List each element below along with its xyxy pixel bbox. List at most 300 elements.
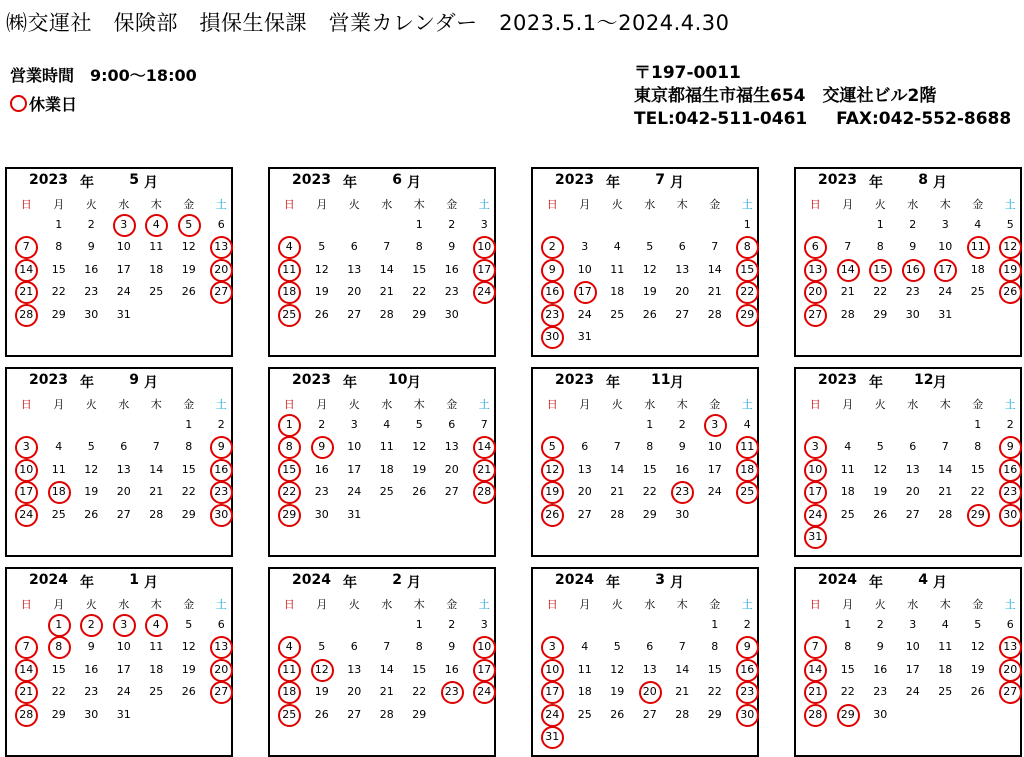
calendar-day: 6 <box>120 440 128 454</box>
calendar-day: 2 <box>217 418 225 431</box>
holiday-day: 23 <box>666 481 699 503</box>
weekday-label: 月 <box>842 598 854 611</box>
calendar-day: 31 <box>577 330 592 343</box>
month-calendar <box>268 167 496 357</box>
holiday-day: 28 <box>10 304 43 326</box>
weekday-label: 火 <box>611 398 623 411</box>
month-suffix: 月 <box>670 175 684 191</box>
month-suffix: 月 <box>407 575 421 591</box>
calendar-day: 11 <box>51 462 66 476</box>
calendar-day: 17 <box>116 262 131 276</box>
calendar-day: 8 <box>974 440 982 454</box>
calendar-day: 1 <box>974 418 982 431</box>
month-calendar <box>531 167 759 357</box>
holiday-day: 14 <box>832 259 865 281</box>
holiday-day: 11 <box>731 436 764 458</box>
calendar-day: 15 <box>707 662 722 676</box>
weekday-label: 土 <box>215 398 227 411</box>
street-address: 東京都福生市福生654 交運社ビル2階 <box>634 86 937 106</box>
calendar-day: 25 <box>149 685 164 699</box>
calendar-day: 27 <box>675 307 690 321</box>
month-number: 8 <box>918 172 928 188</box>
calendar-day: 25 <box>577 707 592 721</box>
calendar-day: 14 <box>938 462 953 476</box>
calendar-day: 16 <box>444 262 459 276</box>
calendar-day: 30 <box>314 507 329 521</box>
calendar-day: 27 <box>642 707 657 721</box>
calendar-day: 5 <box>974 618 982 631</box>
weekday-label: 金 <box>446 198 458 211</box>
calendar-day: 13 <box>444 440 459 454</box>
calendar-day: 11 <box>149 640 164 654</box>
calendar-day: 9 <box>909 240 917 254</box>
calendar-day: 4 <box>941 618 949 631</box>
holiday-day: 27 <box>205 281 238 303</box>
calendar-day: 23 <box>84 685 99 699</box>
holiday-day: 9 <box>205 436 238 458</box>
weekday-label: 金 <box>972 198 984 211</box>
holiday-day: 12 <box>306 659 339 681</box>
calendar-day: 11 <box>379 440 394 454</box>
calendar-day: 28 <box>379 307 394 321</box>
calendar-day: 22 <box>873 285 888 299</box>
month-calendar <box>531 367 759 557</box>
calendar-day: 18 <box>840 485 855 499</box>
month-calendar <box>794 567 1022 757</box>
calendar-day: 4 <box>383 418 391 431</box>
weekday-label: 水 <box>381 198 393 211</box>
weekday-label: 土 <box>478 598 490 611</box>
weekday-label: 木 <box>150 598 162 611</box>
calendar-day: 20 <box>116 485 131 499</box>
holiday-day: 23 <box>205 481 238 503</box>
calendar-day: 24 <box>116 285 131 299</box>
calendar-day: 21 <box>379 685 394 699</box>
holiday-day: 16 <box>994 459 1024 481</box>
calendar-day: 5 <box>87 440 95 454</box>
calendar-day: 1 <box>415 618 423 631</box>
weekday-label: 金 <box>709 598 721 611</box>
calendar-day: 3 <box>581 240 589 254</box>
calendar-day: 22 <box>51 685 66 699</box>
month-calendar <box>794 167 1022 357</box>
year-number: 2023 <box>292 372 331 388</box>
weekday-label: 火 <box>874 598 886 611</box>
calendar-day: 3 <box>480 618 488 631</box>
calendar-day: 15 <box>181 462 196 476</box>
calendar-day: 5 <box>613 640 621 654</box>
holiday-day: 10 <box>799 459 832 481</box>
calendar-day: 24 <box>116 685 131 699</box>
calendar-day: 30 <box>84 707 99 721</box>
year-suffix: 年 <box>869 175 883 191</box>
calendar-day: 22 <box>707 685 722 699</box>
calendar-day: 28 <box>675 707 690 721</box>
holiday-day: 17 <box>929 259 962 281</box>
calendar-day: 13 <box>905 462 920 476</box>
weekday-label: 水 <box>644 398 656 411</box>
year-suffix: 年 <box>343 575 357 591</box>
calendar-day: 5 <box>646 240 654 254</box>
calendar-day: 8 <box>55 240 63 254</box>
year-number: 2024 <box>29 572 68 588</box>
calendar-day: 26 <box>84 507 99 521</box>
weekday-label: 土 <box>1004 398 1016 411</box>
calendar-day: 15 <box>51 662 66 676</box>
calendar-day: 24 <box>707 485 722 499</box>
weekday-label: 火 <box>348 198 360 211</box>
year-number: 2024 <box>292 572 331 588</box>
holiday-day: 15 <box>273 459 306 481</box>
month-suffix: 月 <box>670 375 684 391</box>
calendar-day: 1 <box>55 218 63 231</box>
weekday-label: 木 <box>413 398 425 411</box>
holiday-day: 28 <box>10 704 43 726</box>
calendar-day: 18 <box>149 662 164 676</box>
calendar-day: 5 <box>318 640 326 654</box>
holiday-day: 6 <box>799 236 832 258</box>
holiday-day: 17 <box>799 481 832 503</box>
calendar-day: 16 <box>84 662 99 676</box>
calendar-day: 21 <box>149 485 164 499</box>
calendar-day: 7 <box>152 440 160 454</box>
holiday-day: 27 <box>994 681 1024 703</box>
calendar-day: 22 <box>970 485 985 499</box>
calendar-day: 31 <box>938 307 953 321</box>
weekday-label: 火 <box>348 398 360 411</box>
calendar-day: 6 <box>646 640 654 654</box>
holiday-day: 18 <box>273 281 306 303</box>
calendar-day: 22 <box>412 685 427 699</box>
calendar-day: 30 <box>84 307 99 321</box>
calendar-day: 19 <box>412 462 427 476</box>
weekday-label: 木 <box>676 598 688 611</box>
calendar-day: 7 <box>613 440 621 454</box>
holiday-day: 14 <box>10 659 43 681</box>
calendar-day: 9 <box>87 640 95 654</box>
holiday-day: 30 <box>731 704 764 726</box>
holiday-day: 22 <box>273 481 306 503</box>
month-calendar <box>5 167 233 357</box>
weekday-label: 木 <box>413 598 425 611</box>
calendar-day: 13 <box>116 462 131 476</box>
calendar-day: 19 <box>181 662 196 676</box>
calendar-day: 17 <box>347 462 362 476</box>
year-number: 2023 <box>555 172 594 188</box>
calendar-day: 29 <box>51 307 66 321</box>
month-number: 1 <box>129 572 139 588</box>
holiday-day: 3 <box>10 436 43 458</box>
year-number: 2023 <box>29 172 68 188</box>
weekday-label: 日 <box>546 198 558 211</box>
holiday-day: 3 <box>699 414 732 436</box>
year-suffix: 年 <box>80 175 94 191</box>
calendar-day: 17 <box>116 662 131 676</box>
month-number: 9 <box>129 372 139 388</box>
weekday-label: 土 <box>1004 598 1016 611</box>
holiday-day: 17 <box>536 681 569 703</box>
year-suffix: 年 <box>869 575 883 591</box>
weekday-label: 月 <box>316 598 328 611</box>
holiday-legend-label: 休業日 <box>29 95 78 114</box>
calendar-day: 2 <box>743 618 751 631</box>
calendar-day: 18 <box>379 462 394 476</box>
weekday-label: 水 <box>118 598 130 611</box>
calendar-day: 13 <box>347 262 362 276</box>
calendar-day: 17 <box>905 662 920 676</box>
page-title: ㈱交運社 保険部 損保生保課 営業カレンダー 2023.5.1～2024.4.30 <box>6 11 730 35</box>
holiday-day: 30 <box>205 504 238 526</box>
weekday-label: 木 <box>939 198 951 211</box>
calendar-day: 8 <box>876 240 884 254</box>
weekday-label: 日 <box>809 598 821 611</box>
calendar-day: 4 <box>974 218 982 231</box>
calendar-day: 6 <box>448 418 456 431</box>
calendar-day: 28 <box>379 707 394 721</box>
holiday-day: 24 <box>468 281 501 303</box>
holiday-day: 7 <box>10 636 43 658</box>
year-number: 2023 <box>818 372 857 388</box>
weekday-label: 水 <box>907 598 919 611</box>
holiday-day: 5 <box>536 436 569 458</box>
weekday-label: 水 <box>118 398 130 411</box>
weekday-label: 日 <box>546 598 558 611</box>
calendar-day: 27 <box>116 507 131 521</box>
holiday-day: 30 <box>536 326 569 348</box>
calendar-day: 28 <box>149 507 164 521</box>
month-suffix: 月 <box>407 375 421 391</box>
month-number: 11 <box>651 372 671 388</box>
calendar-day: 15 <box>412 262 427 276</box>
month-suffix: 月 <box>144 575 158 591</box>
calendar-day: 1 <box>711 618 719 631</box>
calendar-day: 2 <box>448 218 456 231</box>
calendar-day: 3 <box>480 218 488 231</box>
calendar-day: 26 <box>181 285 196 299</box>
calendar-day: 29 <box>873 307 888 321</box>
holiday-day: 9 <box>536 259 569 281</box>
calendar-day: 1 <box>415 218 423 231</box>
calendar-day: 19 <box>181 262 196 276</box>
calendar-day: 31 <box>347 507 362 521</box>
year-suffix: 年 <box>606 175 620 191</box>
calendar-day: 4 <box>743 418 751 431</box>
calendar-day: 6 <box>350 240 358 254</box>
calendar-day: 2 <box>678 418 686 431</box>
calendar-day: 13 <box>577 462 592 476</box>
calendar-day: 10 <box>347 440 362 454</box>
weekday-label: 火 <box>85 598 97 611</box>
calendar-day: 18 <box>149 262 164 276</box>
calendar-day: 12 <box>314 262 329 276</box>
holiday-day: 21 <box>799 681 832 703</box>
holiday-day: 8 <box>43 636 76 658</box>
month-number: 7 <box>655 172 665 188</box>
calendar-day: 10 <box>116 240 131 254</box>
calendar-day: 8 <box>415 640 423 654</box>
month-suffix: 月 <box>407 175 421 191</box>
holiday-day: 20 <box>634 681 667 703</box>
year-suffix: 年 <box>343 175 357 191</box>
month-suffix: 月 <box>933 375 947 391</box>
month-suffix: 月 <box>144 375 158 391</box>
weekday-label: 月 <box>316 198 328 211</box>
holiday-day: 23 <box>731 681 764 703</box>
holiday-day: 16 <box>897 259 930 281</box>
calendar-day: 9 <box>87 240 95 254</box>
month-calendar <box>268 367 496 557</box>
calendar-day: 8 <box>646 440 654 454</box>
phone-fax: TEL:042-511-0461 FAX:042-552-8688 <box>634 109 1012 129</box>
weekday-label: 火 <box>85 398 97 411</box>
calendar-day: 5 <box>1006 218 1014 231</box>
calendar-day: 18 <box>577 685 592 699</box>
holiday-day: 15 <box>731 259 764 281</box>
holiday-day: 25 <box>273 304 306 326</box>
calendar-day: 28 <box>938 507 953 521</box>
calendar-day: 12 <box>642 262 657 276</box>
calendar-day: 5 <box>876 440 884 454</box>
holiday-day: 16 <box>731 659 764 681</box>
weekday-label: 水 <box>381 398 393 411</box>
holiday-day: 20 <box>799 281 832 303</box>
calendar-day: 20 <box>444 462 459 476</box>
calendar-day: 3 <box>350 418 358 431</box>
postal-code: 〒197-0011 <box>634 63 741 83</box>
year-suffix: 年 <box>869 375 883 391</box>
holiday-day: 30 <box>994 504 1024 526</box>
holiday-day: 17 <box>10 481 43 503</box>
calendar-day: 2 <box>876 618 884 631</box>
weekday-label: 日 <box>809 198 821 211</box>
weekday-label: 土 <box>478 398 490 411</box>
calendar-day: 21 <box>938 485 953 499</box>
calendar-day: 15 <box>642 462 657 476</box>
holiday-day: 4 <box>140 614 173 636</box>
weekday-label: 月 <box>842 398 854 411</box>
calendar-day: 12 <box>873 462 888 476</box>
holiday-day: 25 <box>273 704 306 726</box>
year-suffix: 年 <box>80 375 94 391</box>
holiday-day: 29 <box>962 504 995 526</box>
calendar-day: 9 <box>448 640 456 654</box>
calendar-day: 15 <box>840 662 855 676</box>
weekday-label: 金 <box>446 398 458 411</box>
weekday-label: 月 <box>53 198 65 211</box>
holiday-day: 11 <box>273 659 306 681</box>
calendar-day: 3 <box>941 218 949 231</box>
calendar-day: 26 <box>314 307 329 321</box>
calendar-day: 7 <box>678 640 686 654</box>
red-circle-icon <box>10 95 27 112</box>
weekday-label: 火 <box>348 598 360 611</box>
holiday-day: 18 <box>273 681 306 703</box>
calendar-day: 18 <box>610 285 625 299</box>
calendar-day: 27 <box>905 507 920 521</box>
holiday-day: 29 <box>273 504 306 526</box>
calendar-day: 4 <box>581 640 589 654</box>
calendar-day: 20 <box>577 485 592 499</box>
holiday-day: 17 <box>468 659 501 681</box>
holiday-day: 23 <box>436 681 469 703</box>
weekday-label: 木 <box>150 198 162 211</box>
calendar-day: 28 <box>707 307 722 321</box>
calendar-day: 27 <box>577 507 592 521</box>
calendar-day: 7 <box>711 240 719 254</box>
holiday-day: 25 <box>731 481 764 503</box>
calendar-day: 25 <box>51 507 66 521</box>
calendar-day: 14 <box>707 262 722 276</box>
weekday-label: 水 <box>644 198 656 211</box>
holiday-day: 3 <box>108 214 141 236</box>
month-suffix: 月 <box>670 575 684 591</box>
year-number: 2024 <box>818 572 857 588</box>
calendar-day: 30 <box>905 307 920 321</box>
calendar-day: 7 <box>383 640 391 654</box>
holiday-day: 9 <box>994 436 1024 458</box>
holiday-day: 29 <box>731 304 764 326</box>
calendar-day: 18 <box>970 262 985 276</box>
calendar-day: 20 <box>347 685 362 699</box>
weekday-label: 金 <box>183 198 195 211</box>
holiday-day: 21 <box>10 681 43 703</box>
calendar-day: 7 <box>383 240 391 254</box>
holiday-day: 16 <box>205 459 238 481</box>
calendar-day: 8 <box>185 440 193 454</box>
weekday-label: 日 <box>809 398 821 411</box>
calendar-day: 5 <box>415 418 423 431</box>
holiday-day: 16 <box>536 281 569 303</box>
calendar-day: 1 <box>185 418 193 431</box>
holiday-legend <box>10 92 77 115</box>
calendar-day: 10 <box>577 262 592 276</box>
holiday-day: 4 <box>140 214 173 236</box>
holiday-day: 18 <box>731 459 764 481</box>
calendar-day: 22 <box>51 285 66 299</box>
calendar-day: 19 <box>873 485 888 499</box>
calendar-day: 29 <box>642 507 657 521</box>
calendar-day: 26 <box>314 707 329 721</box>
month-calendar <box>5 567 233 757</box>
calendar-day: 9 <box>448 240 456 254</box>
calendar-day: 12 <box>412 440 427 454</box>
calendar-day: 29 <box>181 507 196 521</box>
calendar-day: 8 <box>415 240 423 254</box>
calendar-day: 20 <box>675 285 690 299</box>
calendar-day: 19 <box>970 662 985 676</box>
calendar-day: 26 <box>412 485 427 499</box>
year-number: 2024 <box>555 572 594 588</box>
holiday-day: 3 <box>108 614 141 636</box>
holiday-day: 10 <box>10 459 43 481</box>
holiday-day: 1 <box>273 414 306 436</box>
calendar-day: 2 <box>318 418 326 431</box>
month-suffix: 月 <box>933 175 947 191</box>
calendar-day: 3 <box>909 618 917 631</box>
holiday-day: 3 <box>799 436 832 458</box>
calendar-day: 22 <box>642 485 657 499</box>
calendar-day: 15 <box>412 662 427 676</box>
calendar-day: 31 <box>116 307 131 321</box>
calendar-day: 4 <box>844 440 852 454</box>
month-number: 2 <box>392 572 402 588</box>
holiday-day: 10 <box>468 636 501 658</box>
calendar-day: 16 <box>444 662 459 676</box>
holiday-day: 24 <box>468 681 501 703</box>
calendar-day: 12 <box>610 662 625 676</box>
weekday-label: 金 <box>972 398 984 411</box>
holiday-day: 13 <box>205 636 238 658</box>
